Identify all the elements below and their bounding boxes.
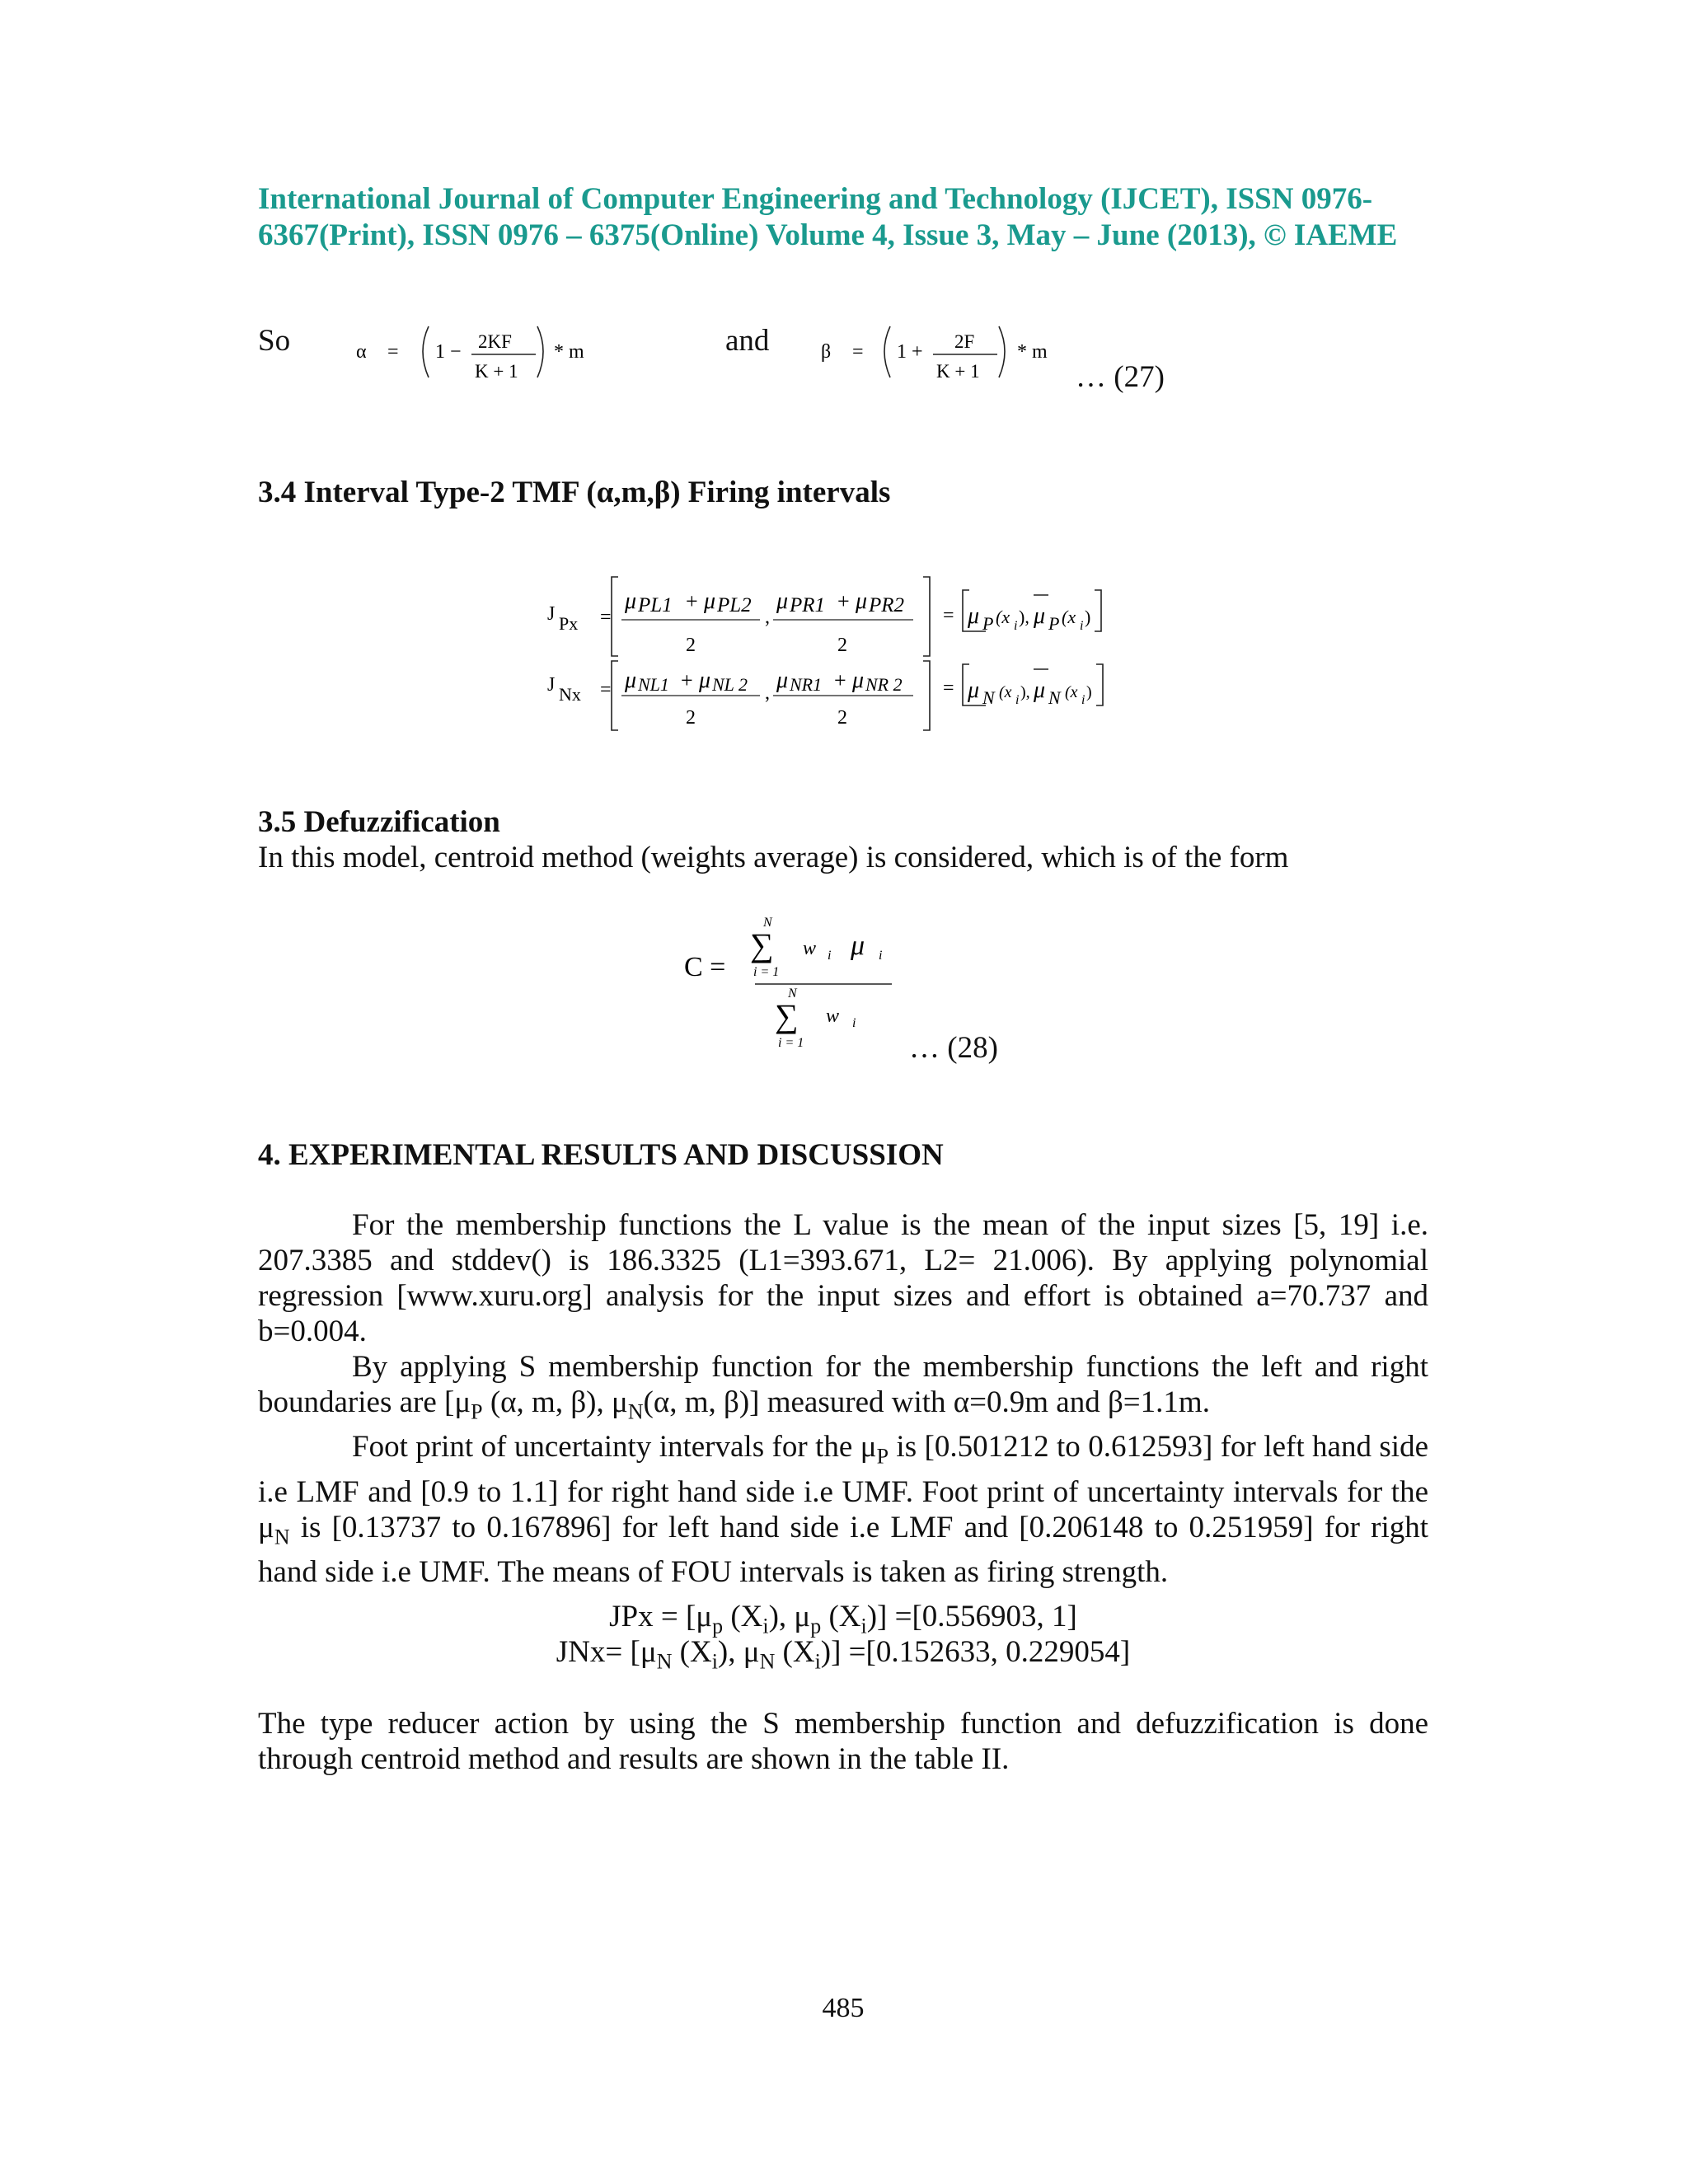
svg-text:i: i [879,949,883,963]
svg-text:+: + [837,589,850,613]
svg-text:N: N [763,916,772,930]
svg-text:i: i [828,949,832,963]
journal-header [258,181,1428,254]
numerator-2kf: 2KF [478,331,512,352]
jpx-j: J [547,603,556,625]
times-m: * m [1017,341,1048,363]
svg-text:(x: (x [1062,607,1076,627]
paragraph-1: For the membership functions the L value is the mean of the input sizes [5, 19] i.e. 207.3385 and stddev() is 186.3325 (L1=393.671, L2= 21.006). By applying polynomial regression [www.xuru.org] analysis for the input sizes and effort is obtained a=70.737 and b=0.004. [258,1208,1428,1348]
svg-text:μ: μ [968,677,980,703]
eq28-lhs: C = [684,952,726,982]
eq27-alpha-formula [346,312,610,386]
svg-text:),: ), [1019,607,1029,627]
svg-text:): ) [1085,607,1091,627]
svg-text:PL2: PL2 [717,594,752,616]
svg-text:=: = [943,605,954,626]
eq27-beta-formula [816,312,1080,386]
bracket-left [612,577,618,656]
svg-text:): ) [1086,683,1092,701]
eq27-label: … (27) [1076,360,1165,394]
bracket-right [923,577,930,656]
svg-text:N: N [1048,687,1061,708]
svg-text:2: 2 [837,707,847,729]
svg-text:i = 1: i = 1 [778,1036,804,1050]
section-4-body [258,1207,1428,1590]
svg-text:(x: (x [996,607,1010,627]
svg-text:PL1: PL1 [638,594,673,616]
svg-text:+: + [686,589,698,613]
section-3-5-text: In this model, centroid method (weights average) is considered, which is of the form [258,841,1289,874]
equals-sign: = [387,341,399,363]
svg-text:P: P [982,613,994,634]
times-m: * m [554,341,584,363]
eq28-label: … (28) [909,1031,998,1065]
svg-text:(x: (x [999,683,1012,701]
section-4-heading: 4. EXPERIMENTAL RESULTS AND DISCUSSION [258,1138,944,1172]
paragraph-4: The type reducer action by using the S membership function and defuzzification is done through centroid method and results are shown in the table II. [258,1707,1428,1776]
svg-text:PR1: PR1 [790,594,826,616]
svg-text:2: 2 [686,707,696,729]
svg-text:NL 2: NL 2 [712,674,748,695]
jpx-sub: Px [559,613,579,634]
svg-text:μ: μ [776,588,789,614]
svg-text:μ: μ [625,588,637,614]
svg-text:i: i [1081,693,1085,707]
svg-text:),: ), [1020,683,1030,701]
right-paren [537,326,543,377]
svg-text:μ: μ [1034,677,1046,703]
paragraph-2: By applying S membership function for the membership functions the left and right boundaries are [$\mu_P$ (α, m, β), $\mu_N(\alpha$, m, β)] measured with α=0.9m and β=1.1m. [258,1350,1428,1424]
left-paren [884,326,890,377]
jnx-sub: Nx [559,684,581,705]
journal-header-line2: 6367(Print), ISSN 0976 – 6375(Online) Volume 4, Issue 3, May – June (2013), © IAEME [258,218,1398,252]
svg-text:P: P [1048,613,1060,634]
svg-text:,: , [765,607,770,628]
denominator-k1: K + 1 [936,361,980,382]
svg-text:+: + [681,668,693,692]
firing-intervals-equations [536,569,1162,750]
eq27-so: So [258,324,291,358]
svg-text:(x: (x [1065,683,1078,701]
denominator-two: 2 [686,635,696,656]
svg-text:μ: μ [704,588,716,614]
svg-text:PR2: PR2 [869,594,905,616]
svg-text:=: = [943,677,954,699]
jnx-result-line: $JNx= [\mu_N$ $(X_i)$, $\mu_N$ $(X_i)] =[0.152633$, 0.229054] [556,1635,1131,1674]
left-paren [423,326,429,377]
svg-text:=: = [600,679,612,701]
svg-text:μ: μ [968,603,980,629]
svg-text:2: 2 [837,635,847,656]
section-3-4-heading: 3.4 Interval Type-2 TMF (α,m,β) Firing intervals [258,476,891,509]
journal-header-line1: International Journal of Computer Engineering and Technology (IJCET), ISSN 0976- [258,182,1373,216]
svg-text:i: i [1014,619,1018,633]
svg-text:μ: μ [856,588,868,614]
svg-text:w: w [826,1005,840,1027]
svg-text:μ: μ [776,668,789,693]
alpha-symbol: α [356,341,367,363]
paragraph-3: Foot print of uncertainty intervals for the $\mu_P$ is [0.501212 to 0.612593] for left hand side i.e LMF and [0.9 to 1.1] for right hand side i.e UMF. Foot print of uncertainty intervals for the $\mu_N$ is [0.13737 to 0.167896] for left hand side i.e LMF and [0.206148 to 0.251959] for right hand side i.e UMF. The means of FOU intervals is taken as firing strength. [258,1430,1428,1590]
sigma-icon: ∑ [750,926,774,963]
page-number: 485 [822,1993,865,2023]
svg-text:N: N [982,687,995,708]
svg-text:μ: μ [852,668,865,693]
eq27-and: and [725,324,770,358]
one-minus: 1 − [435,341,462,363]
svg-text:∑: ∑ [775,997,799,1034]
svg-text:NL1: NL1 [638,674,669,695]
jpx-result-line: JPx = [$\mu_p$ $(X_i)$, $\mu_p$ $(X_i)] =[0.556903$, 1] [609,1600,1077,1638]
svg-text:i: i [1080,619,1084,633]
svg-text:i: i [852,1016,856,1030]
svg-text:+: + [834,668,846,692]
denominator-k1: K + 1 [475,361,518,382]
svg-text:w: w [803,938,817,959]
equals-sign: = [852,341,864,363]
svg-text:μ: μ [1034,603,1046,629]
beta-symbol: β [821,341,832,363]
svg-text:i: i [1015,693,1020,707]
svg-text:,: , [765,682,770,704]
svg-text:μ: μ [699,668,711,693]
jnx-j: J [547,674,556,696]
one-plus: 1 + [897,341,923,363]
svg-text:N: N [788,987,797,1001]
right-paren [999,326,1005,377]
section-3-5-heading: 3.5 Defuzzification [258,805,500,839]
numerator-2f: 2F [954,331,975,352]
svg-text:i = 1: i = 1 [753,965,780,979]
svg-text:μ: μ [851,930,865,961]
svg-text:=: = [600,607,612,628]
svg-text:NR 2: NR 2 [865,674,903,695]
svg-text:μ: μ [625,668,637,693]
svg-text:NR1: NR1 [790,674,823,695]
